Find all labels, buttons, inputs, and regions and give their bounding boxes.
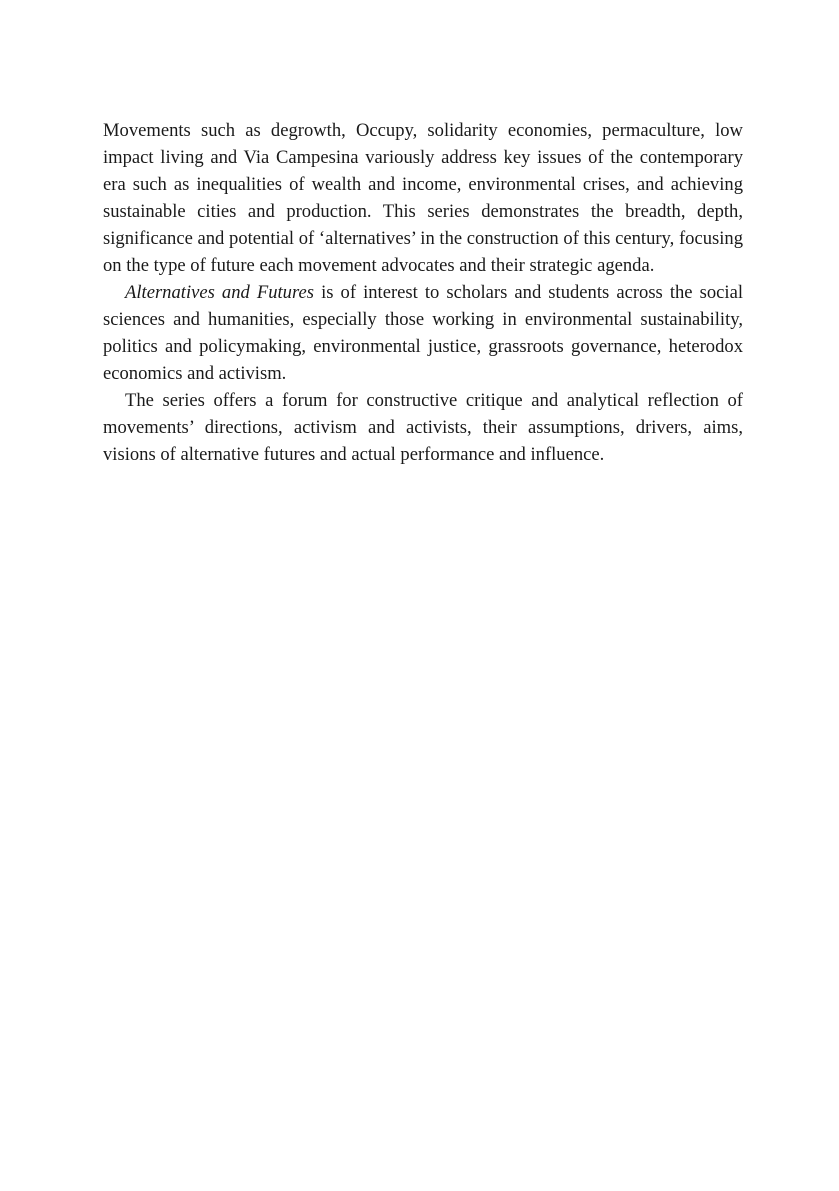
paragraph-audience — [103, 279, 743, 387]
paragraph-audience-text: is of interest to scholars and students across the social sciences and humanities, especially those working in environmental sustainability, politics and policymaking, environmental justice, grassroots governance, heterodox economics and activism. — [103, 282, 743, 384]
series-title: Alternatives and Futures — [125, 282, 315, 303]
paragraph-forum: The series offers a forum for constructive critique and analytical reflection of movements’ directions, activism and activists, their assumptions, drivers, aims, visions of alternative futures and actual performance and influence. — [103, 390, 743, 465]
paragraph-movements: Movements such as degrowth, Occupy, solidarity economies, permaculture, low impact living and Via Campesina variously address key issues of the contemporary era such as inequalities of wealth and income, environmental crises, and achieving sustainable cities and production. This series demonstrates the breadth, depth, significance and potential of ‘alternatives’ in the construction of this century, focusing on the type of future each movement advocates and their strategic agenda. — [103, 120, 743, 276]
series-description — [103, 117, 743, 468]
